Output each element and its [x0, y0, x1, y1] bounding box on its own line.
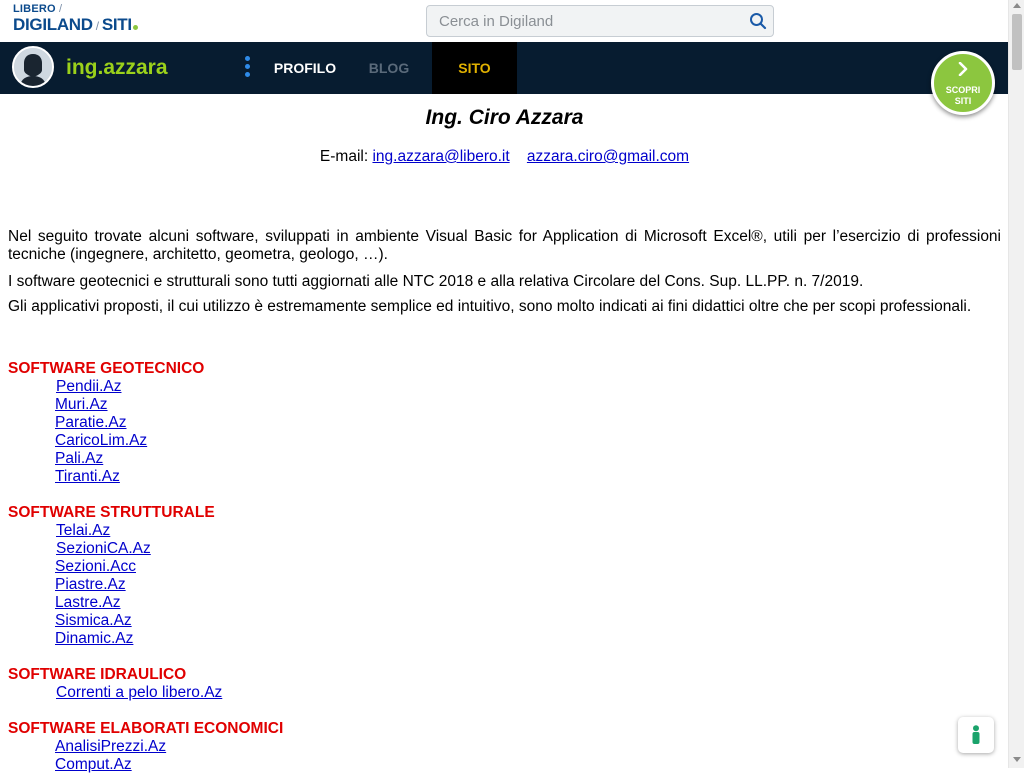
user-avatar[interactable] [12, 46, 54, 88]
logo-dot [133, 25, 138, 30]
tab-sito[interactable]: SITO [432, 42, 517, 94]
top-bar [0, 0, 1008, 42]
software-link[interactable]: CaricoLim.Az [55, 432, 148, 449]
software-link[interactable]: Pali.Az [55, 450, 104, 467]
intro-paragraph-2: I software geotecnici e strutturali sono tutti aggiornati alle NTC 2018 e alla relativa Circolare del Cons. Sup. LL.PP. n. 7/2019. [8, 273, 864, 290]
privacy-badge-button[interactable] [958, 717, 994, 753]
email-label: E-mail: [319, 148, 369, 165]
software-link[interactable]: Piastre.Az [55, 576, 126, 593]
logo-libero: LIBERO [13, 3, 56, 15]
email-link-gmail[interactable]: azzara.ciro@gmail.com [526, 148, 690, 165]
privacy-badge-icon [969, 725, 983, 745]
search-box [426, 5, 774, 37]
section-heading-geotecnico: SOFTWARE GEOTECNICO [8, 360, 205, 377]
section-heading-idraulico: SOFTWARE IDRAULICO [8, 666, 187, 683]
strutturale-link-list [55, 522, 151, 648]
software-link[interactable]: AnalisiPrezzi.Az [55, 738, 167, 755]
siti-label: SITI [954, 96, 972, 106]
email-line [8, 148, 1001, 166]
libero-digiland-logo[interactable]: LIBERO / DIGILAND / SITI [13, 4, 138, 33]
search-input[interactable] [427, 6, 739, 36]
software-link[interactable]: Tiranti.Az [55, 468, 120, 485]
page-title: Ing. Ciro Azzara [425, 106, 584, 129]
logo-siti: SITI [101, 15, 132, 34]
tab-blog[interactable]: BLOG [368, 60, 410, 76]
software-link[interactable]: Sismica.Az [55, 612, 132, 629]
section-heading-strutturale: SOFTWARE STRUTTURALE [8, 504, 215, 521]
chevron-right-icon [956, 62, 970, 76]
scroll-up-arrow-icon[interactable] [1013, 3, 1021, 8]
tab-profilo[interactable]: PROFILO [273, 60, 337, 76]
email-link-libero[interactable]: ing.azzara@libero.it [372, 148, 510, 165]
intro-paragraph-3: Gli applicativi proposti, il cui utilizzo è estremamente semplice ed intuitivo, sono molto indicati ai fini didattici oltre che per scopi professionali. [8, 298, 972, 315]
page-scrollbar[interactable] [1008, 0, 1024, 768]
site-username[interactable]: ing.azzara [66, 56, 168, 79]
software-link[interactable]: Correnti a pelo libero.Az [56, 684, 223, 701]
software-link[interactable]: Comput.Az [55, 756, 132, 773]
avatar-silhouette-icon [14, 48, 52, 86]
software-link[interactable]: Telai.Az [56, 522, 111, 539]
scopri-label: SCOPRI [945, 85, 981, 95]
section-heading-elaborati-economici: SOFTWARE ELABORATI ECONOMICI [8, 720, 284, 737]
software-link[interactable]: Dinamic.Az [55, 630, 134, 647]
kebab-menu-icon[interactable] [240, 56, 254, 80]
intro-paragraph-1: Nel seguito trovate alcuni software, sviluppati in ambiente Visual Basic for Application di Microsoft Excel®, utili per l’esercizio di professioni tecniche (ingegnere, architetto, geometra, geologo, …). [8, 228, 1001, 263]
software-link[interactable]: SezioniCA.Az [56, 540, 151, 557]
scrollbar-thumb[interactable] [1012, 14, 1022, 70]
idraulico-link-list [55, 684, 222, 702]
scroll-down-arrow-icon[interactable] [1013, 757, 1021, 762]
software-link[interactable]: Sezioni.Acc [55, 558, 136, 575]
software-link[interactable]: Lastre.Az [55, 594, 121, 611]
software-link[interactable]: Paratie.Az [55, 414, 127, 431]
geotecnico-link-list [55, 378, 172, 486]
logo-digiland: DIGILAND [13, 15, 93, 34]
software-link[interactable]: Pendii.Az [56, 378, 122, 395]
site-nav-bar [0, 42, 1008, 94]
search-icon[interactable] [749, 12, 767, 30]
software-link[interactable]: Muri.Az [55, 396, 108, 413]
economici-link-list [55, 738, 166, 774]
